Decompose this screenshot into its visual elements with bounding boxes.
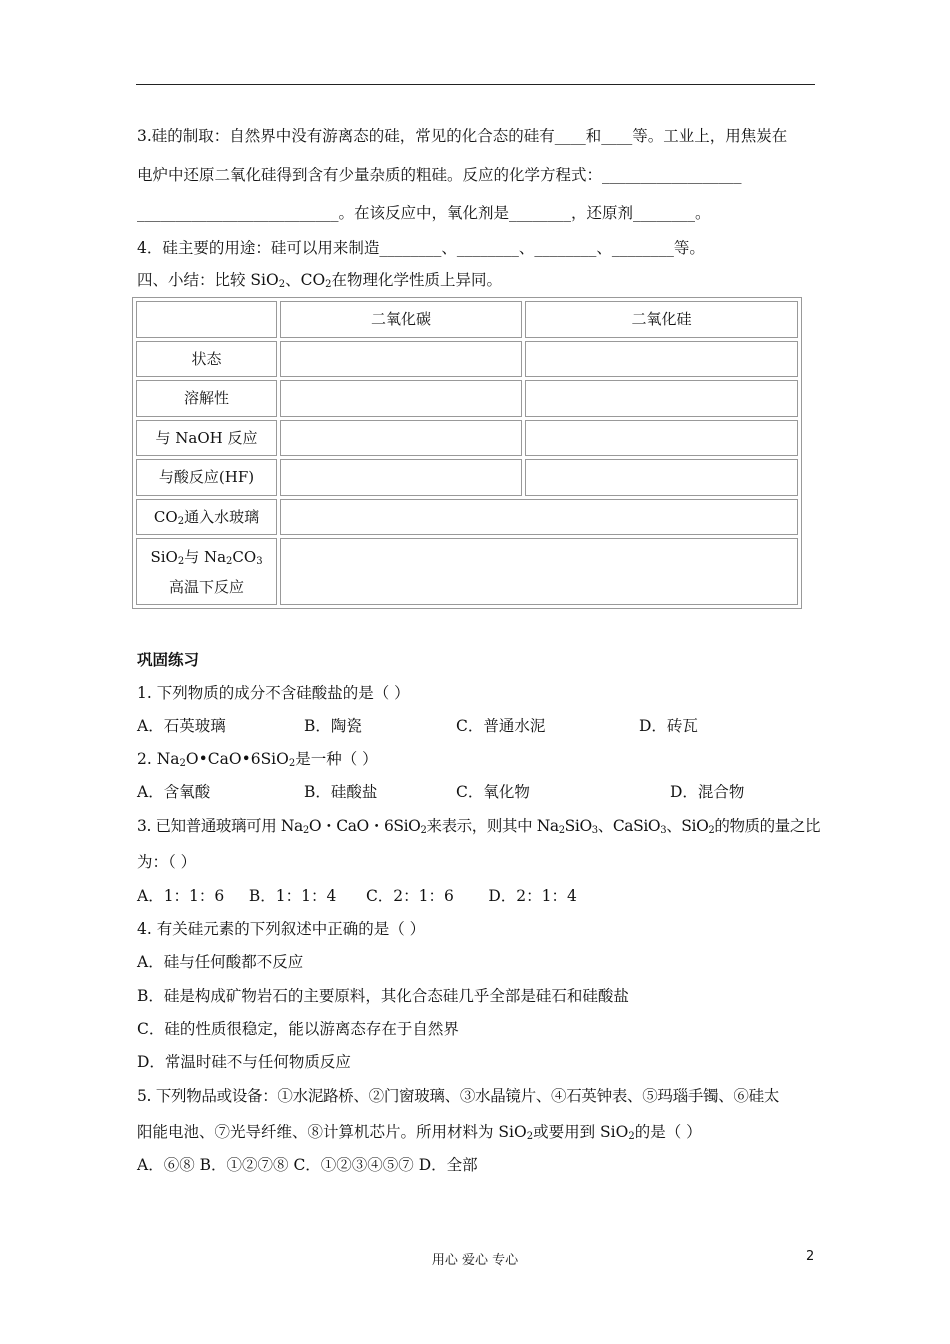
question-3-line2: 为：（ ） [137, 853, 197, 871]
row-label-co2-glass: $CO_2$通入水玻璃 [136, 499, 277, 536]
row-label-sio2-na2co3: SiO$_2$与 $Na_2CO_3$ 高温下反应 [136, 538, 277, 605]
table-header-sio2: 二氧化硅 [525, 301, 798, 338]
table-cell [280, 380, 522, 417]
table-cell [280, 499, 798, 536]
q1-option-b: B．陶瓷 [304, 717, 362, 735]
section3-line3: __________________________。在该反应中，氧化剂是________，还原剂________。 [137, 204, 711, 222]
practice-title: 巩固练习 [137, 650, 200, 669]
table-cell [525, 420, 798, 457]
question-5-line1: 5. 下列物品或设备：①水泥路桥、②门窗玻璃、③水晶镜片、④石英钟表、⑤玛瑙手镯、⑥硅太 [137, 1087, 780, 1105]
section4-line1: 4．硅主要的用途：硅可以用来制造________、________、________、________等。 [137, 239, 705, 257]
q1-option-c: C．普通水泥 [456, 717, 546, 735]
question-4-option-b: B．硅是构成矿物岩石的主要原料，其化合态硅几乎全部是硅石和硅酸盐 [137, 987, 629, 1005]
q2-option-c: C．氧化物 [456, 783, 530, 801]
row-label-solubility: 溶解性 [136, 380, 277, 417]
table-cell [280, 538, 798, 605]
question-4-option-a: A．硅与任何酸都不反应 [137, 953, 304, 971]
q1-option-d: D．砖瓦 [639, 717, 698, 735]
table-header-co2: 二氧化碳 [280, 301, 522, 338]
page-number: 2 [806, 1249, 815, 1264]
row-label-hf: 与酸反应(HF) [136, 459, 277, 496]
summary-line: 四、小结：比较 SiO$_2$、$CO_2$在物理化学性质上异同。 [137, 271, 503, 290]
section3-line2: 电炉中还原二氧化硅得到含有少量杂质的粗硅。反应的化学方程式：__________________ [137, 166, 742, 184]
question-5-line2: 阳能电池、⑦光导纤维、⑧计算机芯片。所用材料为 SiO$_2$或要用到 SiO$_2$的是（ ） [137, 1123, 702, 1142]
table-header-blank [136, 301, 277, 338]
q2-option-b: B．硅酸盐 [304, 783, 378, 801]
question-3: 3. 已知普通玻璃可用 $Na_2O$・CaO・6SiO$_2$来表示，则其中 $Na_2SiO_3$、CaSiO$_3$、SiO$_2$的物质的量之比 [137, 817, 821, 836]
table-cell [525, 380, 798, 417]
q2-option-a: A．含氧酸 [137, 783, 211, 801]
row-label-naoh: 与 NaOH 反应 [136, 420, 277, 457]
row-label-state: 状态 [136, 341, 277, 378]
table-cell [280, 341, 522, 378]
question-4: 4. 有关硅元素的下列叙述中正确的是（ ） [137, 920, 426, 938]
q1-option-a: A．石英玻璃 [137, 717, 226, 735]
question-4-option-c: C．硅的性质很稳定，能以游离态存在于自然界 [137, 1020, 459, 1038]
question-4-option-d: D．常温时硅不与任何物质反应 [137, 1053, 351, 1071]
question-2: 2. $Na_2O•CaO•6SiO_2$是一种（ ） [137, 750, 378, 769]
question-1: 1. 下列物质的成分不含硅酸盐的是（ ） [137, 684, 410, 702]
question-5-options: A．⑥⑧ B．①②⑦⑧ C．①②③④⑤⑦ D．全部 [137, 1156, 478, 1174]
table-cell [525, 459, 798, 496]
comparison-table [132, 297, 802, 609]
section3-line1: 3.硅的制取：自然界中没有游离态的硅，常见的化合态的硅有____和____等。工业上，用焦炭在 [137, 127, 788, 145]
table-cell [280, 459, 522, 496]
question-3-options: A．1：1：6 B．1：1：4 C．2：1：6 D．2：1：4 [137, 887, 577, 905]
q2-option-d: D．混合物 [670, 783, 745, 801]
footer-slogan: 用心 爱心 专心 [431, 1253, 519, 1268]
header-rule [136, 84, 815, 85]
table-cell [280, 420, 522, 457]
table-cell [525, 341, 798, 378]
